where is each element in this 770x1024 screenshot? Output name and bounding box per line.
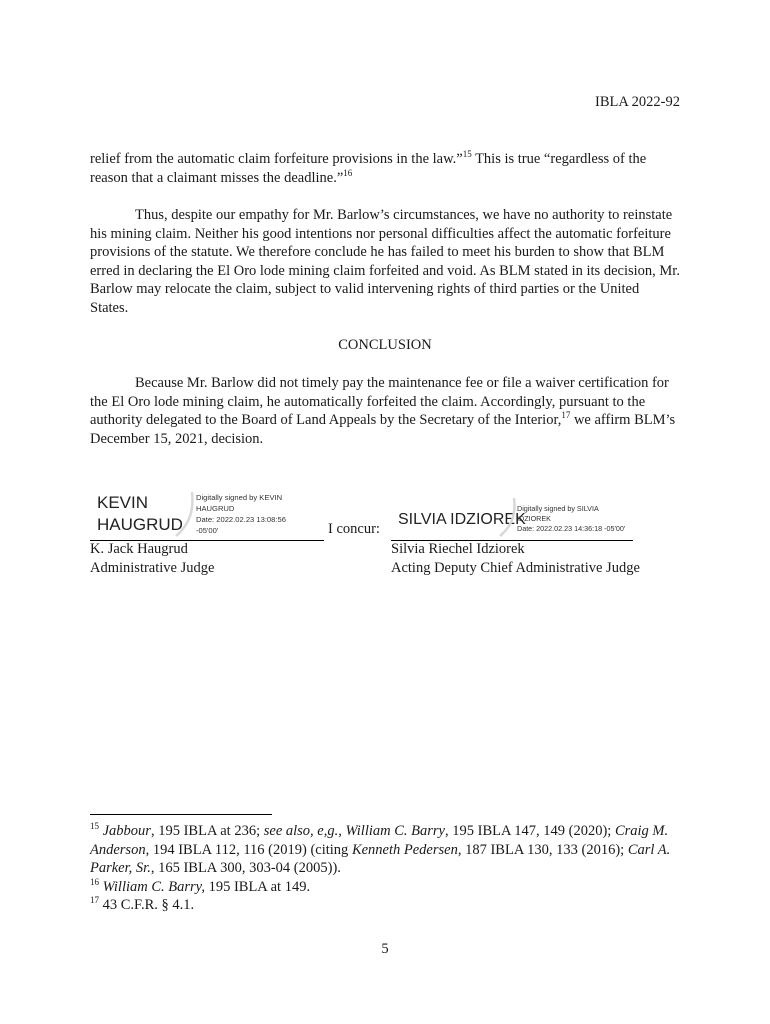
paragraph-1-text-b: This is true “regardless of the reason that a claimant misses the deadline.” [90,151,647,186]
signer-title-left: Administrative Judge [90,560,215,576]
footnote-separator [90,814,272,815]
case-citation: Carl A. Parker, Sr. [90,841,671,876]
digital-signature-meta-1: Digitally signed by SILVIA [517,504,599,513]
footnotes [90,822,680,915]
citation-text: , 187 IBLA 130, 133 (2016); [457,841,628,858]
footnote-ref-16[interactable]: 16 [343,167,353,178]
digital-signature-meta-3: Date: 2022.02.23 14:36:18 -05'00' [517,524,626,533]
citation-text: 195 IBLA at 149. [204,878,311,895]
case-citation: Kenneth Pedersen [351,841,458,858]
citation-text: , 194 IBLA 112, 116 (2019) (citing [145,841,352,858]
digital-signature-name-line2: HAUGRUD [97,515,183,534]
signer-name-left: K. Jack Haugrud [90,541,188,557]
page-number: 5 [381,941,389,957]
section-heading: CONCLUSION [338,337,432,353]
paragraph-2 [90,206,680,317]
digital-signature-meta-4: -05'00' [196,526,219,535]
citation-text: , 195 IBLA at 236; [150,823,264,839]
footnote-15 [90,822,680,878]
paragraph-1 [90,150,680,187]
signature-swoosh-icon [496,496,518,540]
citation-text: , 195 IBLA 147, 149 (2020); [445,823,615,839]
paragraph-1-text-a: relief from the automatic claim forfeiture provisions in the law.” [90,151,463,167]
footnote-ref-17[interactable]: 17 [561,410,571,421]
citation-text: , 165 IBLA 300, 303-04 (2005)). [150,860,341,876]
footnote-number: 16 [90,876,99,887]
paragraph-3 [90,374,680,448]
paragraph-3-text-a: Because Mr. Barlow did not timely pay the maintenance fee or file a waiver certification for the El Oro lode mining claim, he automatically forfeited the claim. Accordingly, pursuant to the authority delegated to the Board of Land Appeals by the Secretary of the Interior, [90,375,669,428]
footnote-17 [90,896,680,915]
digital-signature-meta-3: Date: 2022.02.23 13:08:56 [196,515,286,524]
footnote-16 [90,878,680,897]
docket-number: IBLA 2022-92 [595,94,680,110]
digital-signature-name-line1: KEVIN [97,493,149,512]
case-citation: see also, e,g., William C. Barry [263,823,445,839]
case-citation: Jabbour [102,823,151,839]
signature-swoosh-icon [172,490,196,540]
signer-name-right: Silvia Riechel Idziorek [391,541,525,557]
citation-text: 43 C.F.R. § 4.1. [99,897,195,913]
digital-signature-name: SILVIA IDZIOREK [398,511,526,528]
footnote-number: 15 [90,821,99,832]
concur-label: I concur: [328,521,380,537]
signer-title-right: Acting Deputy Chief Administrative Judge [391,560,640,576]
paragraph-2-text: Thus, despite our empathy for Mr. Barlow’s circumstances, we have no authority to reinstate his mining claim. Neither his good intentions nor personal difficulties affect the automatic forfeiture provisions of the statute. We therefore conclude he has failed to meet his burden to show that BLM erred in declaring the El Oro lode mining claim forfeited and void. As BLM stated in its decision, Mr. Barlow may relocate the claim, subject to valid intervening rights of third parties or the United States. [90,207,680,316]
footnote-number: 17 [90,895,99,906]
footnote-ref-15[interactable]: 15 [462,149,472,160]
digital-signature-meta-2: HAUGRUD [196,504,235,513]
paragraph-3-text-b: we affirm BLM’s December 15, 2021, decision. [90,412,676,447]
digital-signature-meta-2: IDZIOREK [517,514,551,523]
case-citation: William C. Barry, [102,878,205,895]
digital-signature-meta-1: Digitally signed by KEVIN [196,493,283,502]
case-citation: Craig M. Anderson [90,823,669,858]
